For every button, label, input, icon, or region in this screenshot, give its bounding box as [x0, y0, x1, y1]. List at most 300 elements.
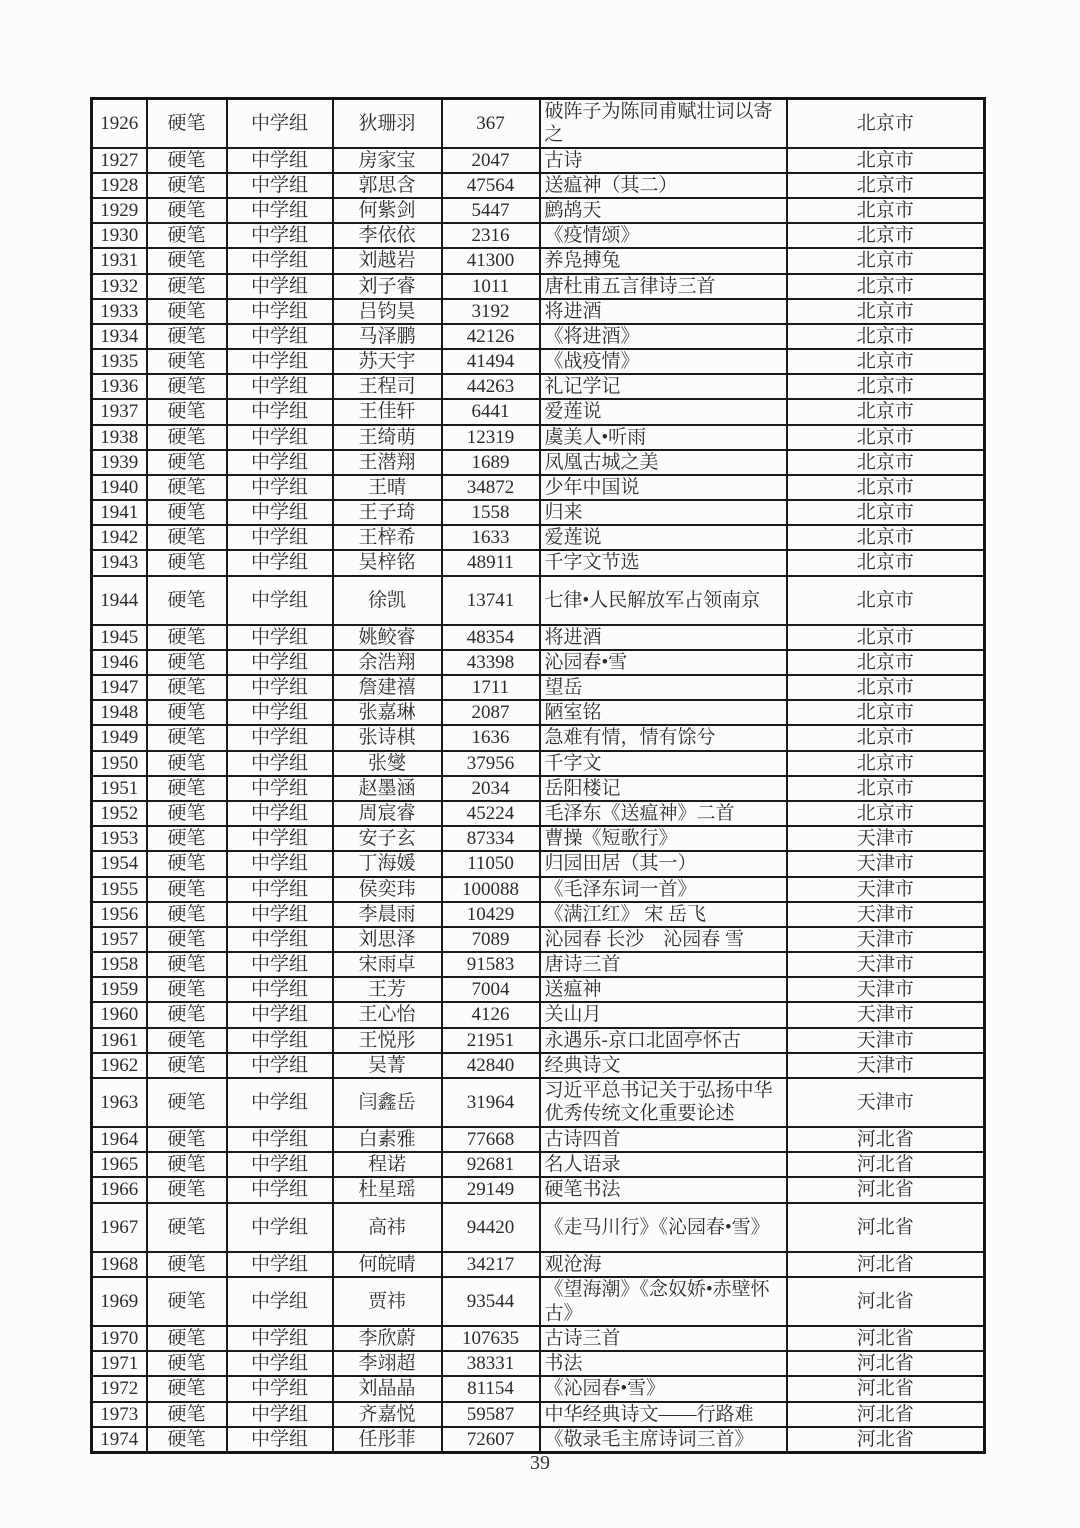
cell-region: 北京市 [787, 374, 985, 399]
cell-work-title: 《望海潮》《念奴娇•赤壁怀古》 [540, 1277, 787, 1326]
cell-entry-number: 10429 [442, 902, 540, 927]
cell-pen-type: 硬笔 [147, 1351, 227, 1376]
cell-work-title: 礼记学记 [540, 374, 787, 399]
cell-name: 房家宝 [333, 148, 442, 173]
cell-entry-number: 6441 [442, 399, 540, 424]
table-row [92, 927, 985, 952]
cell-name: 王芳 [333, 977, 442, 1002]
cell-region: 北京市 [787, 675, 985, 700]
cell-name: 徐凯 [333, 576, 442, 625]
cell-serial: 1934 [92, 324, 147, 349]
cell-entry-number: 31964 [442, 1078, 540, 1127]
cell-region: 天津市 [787, 902, 985, 927]
cell-group: 中学组 [227, 525, 333, 550]
cell-entry-number: 41494 [442, 349, 540, 374]
cell-pen-type: 硬笔 [147, 801, 227, 826]
cell-serial: 1936 [92, 374, 147, 399]
cell-pen-type: 硬笔 [147, 1053, 227, 1078]
cell-name: 丁海媛 [333, 851, 442, 876]
cell-entry-number: 47564 [442, 173, 540, 198]
cell-name: 白素雅 [333, 1127, 442, 1152]
cell-group: 中学组 [227, 1078, 333, 1127]
cell-pen-type: 硬笔 [147, 826, 227, 851]
cell-entry-number: 44263 [442, 374, 540, 399]
cell-group: 中学组 [227, 650, 333, 675]
cell-entry-number: 2087 [442, 700, 540, 725]
table-row [92, 525, 985, 550]
table-row [92, 1351, 985, 1376]
cell-entry-number: 72607 [442, 1427, 540, 1453]
cell-pen-type: 硬笔 [147, 877, 227, 902]
table-row [92, 550, 985, 575]
cell-entry-number: 107635 [442, 1326, 540, 1351]
cell-entry-number: 100088 [442, 877, 540, 902]
cell-group: 中学组 [227, 299, 333, 324]
cell-name: 狄珊羽 [333, 99, 442, 148]
cell-entry-number: 77668 [442, 1127, 540, 1152]
cell-name: 李欣蔚 [333, 1326, 442, 1351]
cell-serial: 1953 [92, 826, 147, 851]
cell-group: 中学组 [227, 99, 333, 148]
cell-work-title: 《毛泽东词一首》 [540, 877, 787, 902]
cell-serial: 1938 [92, 425, 147, 450]
cell-serial: 1944 [92, 576, 147, 625]
cell-serial: 1973 [92, 1402, 147, 1427]
cell-serial: 1927 [92, 148, 147, 173]
page-number: 39 [530, 1452, 550, 1474]
cell-serial: 1969 [92, 1277, 147, 1326]
table-row [92, 877, 985, 902]
cell-entry-number: 59587 [442, 1402, 540, 1427]
cell-serial: 1970 [92, 1326, 147, 1351]
table-row [92, 198, 985, 223]
table-row [92, 751, 985, 776]
cell-group: 中学组 [227, 198, 333, 223]
cell-pen-type: 硬笔 [147, 1152, 227, 1177]
cell-region: 河北省 [787, 1127, 985, 1152]
cell-serial: 1957 [92, 927, 147, 952]
cell-work-title: 《战疫情》 [540, 349, 787, 374]
table-row [92, 1078, 985, 1127]
cell-name: 吕钧昊 [333, 299, 442, 324]
cell-entry-number: 1558 [442, 500, 540, 525]
entries-table [90, 97, 986, 1454]
cell-region: 天津市 [787, 826, 985, 851]
table-row [92, 1326, 985, 1351]
cell-pen-type: 硬笔 [147, 700, 227, 725]
cell-pen-type: 硬笔 [147, 1177, 227, 1202]
table-row [92, 374, 985, 399]
cell-name: 何皖晴 [333, 1252, 442, 1277]
cell-entry-number: 93544 [442, 1277, 540, 1326]
cell-serial: 1964 [92, 1127, 147, 1152]
cell-serial: 1972 [92, 1376, 147, 1401]
table-row [92, 902, 985, 927]
cell-region: 河北省 [787, 1277, 985, 1326]
cell-serial: 1950 [92, 751, 147, 776]
cell-region: 天津市 [787, 851, 985, 876]
cell-serial: 1956 [92, 902, 147, 927]
cell-name: 何紫剑 [333, 198, 442, 223]
cell-serial: 1939 [92, 450, 147, 475]
table-row [92, 1177, 985, 1202]
table-row [92, 450, 985, 475]
cell-work-title: 永遇乐-京口北固亭怀古 [540, 1028, 787, 1053]
cell-group: 中学组 [227, 851, 333, 876]
cell-region: 北京市 [787, 349, 985, 374]
cell-pen-type: 硬笔 [147, 977, 227, 1002]
cell-group: 中学组 [227, 1326, 333, 1351]
cell-work-title: 沁园春•雪 [540, 650, 787, 675]
entries-table-body [92, 99, 985, 1453]
cell-name: 詹建禧 [333, 675, 442, 700]
cell-pen-type: 硬笔 [147, 399, 227, 424]
cell-serial: 1935 [92, 349, 147, 374]
cell-entry-number: 12319 [442, 425, 540, 450]
cell-region: 天津市 [787, 977, 985, 1002]
cell-pen-type: 硬笔 [147, 1028, 227, 1053]
cell-region: 河北省 [787, 1326, 985, 1351]
cell-work-title: 送瘟神（其二） [540, 173, 787, 198]
table-row [92, 500, 985, 525]
cell-work-title: 爱莲说 [540, 399, 787, 424]
cell-name: 周宸睿 [333, 801, 442, 826]
cell-region: 北京市 [787, 324, 985, 349]
cell-group: 中学组 [227, 1152, 333, 1177]
cell-pen-type: 硬笔 [147, 625, 227, 650]
cell-pen-type: 硬笔 [147, 927, 227, 952]
cell-region: 北京市 [787, 274, 985, 299]
cell-work-title: 《将进酒》 [540, 324, 787, 349]
cell-name: 王梓希 [333, 525, 442, 550]
cell-region: 北京市 [787, 425, 985, 450]
cell-entry-number: 1636 [442, 725, 540, 750]
cell-group: 中学组 [227, 826, 333, 851]
cell-serial: 1968 [92, 1252, 147, 1277]
cell-work-title: 养凫搏兔 [540, 248, 787, 273]
cell-name: 李依依 [333, 223, 442, 248]
cell-pen-type: 硬笔 [147, 475, 227, 500]
table-row [92, 700, 985, 725]
cell-group: 中学组 [227, 550, 333, 575]
table-row [92, 1203, 985, 1252]
cell-name: 王潜翔 [333, 450, 442, 475]
table-row [92, 399, 985, 424]
cell-pen-type: 硬笔 [147, 1203, 227, 1252]
cell-group: 中学组 [227, 1376, 333, 1401]
cell-group: 中学组 [227, 977, 333, 1002]
cell-name: 王晴 [333, 475, 442, 500]
cell-serial: 1941 [92, 500, 147, 525]
cell-group: 中学组 [227, 349, 333, 374]
cell-work-title: 习近平总书记关于弘扬中华优秀传统文化重要论述 [540, 1078, 787, 1127]
cell-group: 中学组 [227, 1028, 333, 1053]
cell-group: 中学组 [227, 1402, 333, 1427]
cell-group: 中学组 [227, 1127, 333, 1152]
cell-name: 王心怡 [333, 1002, 442, 1027]
cell-region: 北京市 [787, 500, 985, 525]
cell-pen-type: 硬笔 [147, 1402, 227, 1427]
cell-serial: 1926 [92, 99, 147, 148]
table-row [92, 1002, 985, 1027]
table-row [92, 148, 985, 173]
cell-group: 中学组 [227, 625, 333, 650]
cell-serial: 1967 [92, 1203, 147, 1252]
cell-group: 中学组 [227, 399, 333, 424]
cell-serial: 1940 [92, 475, 147, 500]
table-row [92, 274, 985, 299]
cell-work-title: 古诗三首 [540, 1326, 787, 1351]
cell-work-title: 归来 [540, 500, 787, 525]
cell-work-title: 曹操《短歌行》 [540, 826, 787, 851]
cell-pen-type: 硬笔 [147, 776, 227, 801]
cell-region: 北京市 [787, 525, 985, 550]
cell-entry-number: 1711 [442, 675, 540, 700]
cell-work-title: 唐杜甫五言律诗三首 [540, 274, 787, 299]
cell-name: 侯奕玮 [333, 877, 442, 902]
cell-entry-number: 13741 [442, 576, 540, 625]
cell-region: 北京市 [787, 625, 985, 650]
cell-entry-number: 29149 [442, 1177, 540, 1202]
cell-serial: 1942 [92, 525, 147, 550]
cell-work-title: 观沧海 [540, 1252, 787, 1277]
cell-pen-type: 硬笔 [147, 751, 227, 776]
cell-pen-type: 硬笔 [147, 576, 227, 625]
cell-serial: 1947 [92, 675, 147, 700]
cell-serial: 1937 [92, 399, 147, 424]
cell-name: 王绮萌 [333, 425, 442, 450]
cell-pen-type: 硬笔 [147, 173, 227, 198]
cell-region: 北京市 [787, 801, 985, 826]
cell-group: 中学组 [227, 1252, 333, 1277]
cell-pen-type: 硬笔 [147, 952, 227, 977]
cell-region: 北京市 [787, 99, 985, 148]
cell-region: 河北省 [787, 1152, 985, 1177]
cell-serial: 1943 [92, 550, 147, 575]
cell-pen-type: 硬笔 [147, 550, 227, 575]
cell-serial: 1962 [92, 1053, 147, 1078]
table-row [92, 1152, 985, 1177]
cell-entry-number: 42840 [442, 1053, 540, 1078]
cell-group: 中学组 [227, 1053, 333, 1078]
cell-entry-number: 81154 [442, 1376, 540, 1401]
cell-name: 刘思泽 [333, 927, 442, 952]
table-row [92, 324, 985, 349]
cell-name: 李晨雨 [333, 902, 442, 927]
cell-group: 中学组 [227, 952, 333, 977]
cell-group: 中学组 [227, 274, 333, 299]
table-row [92, 776, 985, 801]
cell-name: 王子琦 [333, 500, 442, 525]
cell-serial: 1958 [92, 952, 147, 977]
cell-work-title: 名人语录 [540, 1152, 787, 1177]
cell-pen-type: 硬笔 [147, 299, 227, 324]
table-row [92, 826, 985, 851]
cell-work-title: 《满江红》 宋 岳飞 [540, 902, 787, 927]
table-row [92, 299, 985, 324]
cell-name: 任彤菲 [333, 1427, 442, 1453]
cell-entry-number: 42126 [442, 324, 540, 349]
cell-entry-number: 41300 [442, 248, 540, 273]
cell-region: 河北省 [787, 1351, 985, 1376]
cell-group: 中学组 [227, 223, 333, 248]
cell-work-title: 经典诗文 [540, 1053, 787, 1078]
cell-work-title: 毛泽东《送瘟神》二首 [540, 801, 787, 826]
cell-region: 北京市 [787, 399, 985, 424]
cell-serial: 1933 [92, 299, 147, 324]
cell-pen-type: 硬笔 [147, 450, 227, 475]
cell-region: 北京市 [787, 223, 985, 248]
cell-entry-number: 2034 [442, 776, 540, 801]
cell-group: 中学组 [227, 725, 333, 750]
cell-work-title: 爱莲说 [540, 525, 787, 550]
cell-work-title: 将进酒 [540, 625, 787, 650]
table-row [92, 650, 985, 675]
cell-region: 北京市 [787, 700, 985, 725]
cell-entry-number: 45224 [442, 801, 540, 826]
cell-group: 中学组 [227, 751, 333, 776]
cell-entry-number: 43398 [442, 650, 540, 675]
cell-group: 中学组 [227, 374, 333, 399]
cell-work-title: 少年中国说 [540, 475, 787, 500]
table-row [92, 425, 985, 450]
cell-group: 中学组 [227, 927, 333, 952]
cell-serial: 1960 [92, 1002, 147, 1027]
cell-entry-number: 38331 [442, 1351, 540, 1376]
cell-work-title: 书法 [540, 1351, 787, 1376]
cell-serial: 1945 [92, 625, 147, 650]
cell-group: 中学组 [227, 675, 333, 700]
cell-work-title: 《沁园春•雪》 [540, 1376, 787, 1401]
cell-name: 张嘉琳 [333, 700, 442, 725]
cell-name: 宋雨卓 [333, 952, 442, 977]
cell-pen-type: 硬笔 [147, 1078, 227, 1127]
cell-group: 中学组 [227, 1203, 333, 1252]
cell-region: 北京市 [787, 751, 985, 776]
cell-region: 河北省 [787, 1203, 985, 1252]
cell-region: 北京市 [787, 475, 985, 500]
cell-serial: 1932 [92, 274, 147, 299]
cell-pen-type: 硬笔 [147, 324, 227, 349]
cell-pen-type: 硬笔 [147, 725, 227, 750]
cell-pen-type: 硬笔 [147, 1427, 227, 1453]
cell-pen-type: 硬笔 [147, 349, 227, 374]
cell-entry-number: 11050 [442, 851, 540, 876]
cell-name: 张燮 [333, 751, 442, 776]
cell-region: 天津市 [787, 1028, 985, 1053]
cell-pen-type: 硬笔 [147, 902, 227, 927]
cell-entry-number: 4126 [442, 1002, 540, 1027]
cell-work-title: 将进酒 [540, 299, 787, 324]
cell-region: 北京市 [787, 248, 985, 273]
cell-pen-type: 硬笔 [147, 99, 227, 148]
cell-entry-number: 48354 [442, 625, 540, 650]
cell-name: 程诺 [333, 1152, 442, 1177]
cell-work-title: 硬笔书法 [540, 1177, 787, 1202]
cell-pen-type: 硬笔 [147, 198, 227, 223]
table-row [92, 173, 985, 198]
cell-name: 苏天宇 [333, 349, 442, 374]
cell-work-title: 关山月 [540, 1002, 787, 1027]
cell-work-title: 鹧鸪天 [540, 198, 787, 223]
cell-serial: 1954 [92, 851, 147, 876]
cell-pen-type: 硬笔 [147, 851, 227, 876]
cell-group: 中学组 [227, 801, 333, 826]
cell-region: 天津市 [787, 927, 985, 952]
cell-region: 北京市 [787, 725, 985, 750]
cell-entry-number: 1011 [442, 274, 540, 299]
cell-entry-number: 2316 [442, 223, 540, 248]
cell-pen-type: 硬笔 [147, 525, 227, 550]
cell-entry-number: 1633 [442, 525, 540, 550]
cell-work-title: 虞美人•听雨 [540, 425, 787, 450]
table-row [92, 223, 985, 248]
cell-entry-number: 94420 [442, 1203, 540, 1252]
cell-name: 齐嘉悦 [333, 1402, 442, 1427]
cell-entry-number: 87334 [442, 826, 540, 851]
cell-region: 北京市 [787, 776, 985, 801]
cell-work-title: 古诗 [540, 148, 787, 173]
cell-work-title: 《走马川行》《沁园春•雪》 [540, 1203, 787, 1252]
cell-serial: 1952 [92, 801, 147, 826]
cell-pen-type: 硬笔 [147, 1002, 227, 1027]
cell-region: 河北省 [787, 1252, 985, 1277]
cell-region: 天津市 [787, 1053, 985, 1078]
cell-name: 张诗棋 [333, 725, 442, 750]
cell-work-title: 唐诗三首 [540, 952, 787, 977]
cell-entry-number: 48911 [442, 550, 540, 575]
cell-region: 河北省 [787, 1376, 985, 1401]
table-row [92, 248, 985, 273]
cell-serial: 1959 [92, 977, 147, 1002]
cell-entry-number: 92681 [442, 1152, 540, 1177]
cell-name: 赵墨涵 [333, 776, 442, 801]
cell-name: 刘越岩 [333, 248, 442, 273]
cell-work-title: 《敬录毛主席诗词三首》 [540, 1427, 787, 1453]
cell-region: 北京市 [787, 173, 985, 198]
cell-name: 王佳轩 [333, 399, 442, 424]
cell-work-title: 望岳 [540, 675, 787, 700]
cell-work-title: 送瘟神 [540, 977, 787, 1002]
cell-name: 高祎 [333, 1203, 442, 1252]
cell-serial: 1946 [92, 650, 147, 675]
table-row [92, 1053, 985, 1078]
cell-group: 中学组 [227, 450, 333, 475]
table-row [92, 725, 985, 750]
cell-name: 王程司 [333, 374, 442, 399]
cell-region: 北京市 [787, 650, 985, 675]
cell-group: 中学组 [227, 173, 333, 198]
cell-pen-type: 硬笔 [147, 1376, 227, 1401]
cell-entry-number: 37956 [442, 751, 540, 776]
cell-pen-type: 硬笔 [147, 223, 227, 248]
cell-region: 河北省 [787, 1427, 985, 1453]
cell-entry-number: 7089 [442, 927, 540, 952]
cell-serial: 1931 [92, 248, 147, 273]
table-row [92, 675, 985, 700]
cell-work-title: 破阵子为陈同甫赋壮词以寄之 [540, 99, 787, 148]
cell-group: 中学组 [227, 1277, 333, 1326]
cell-group: 中学组 [227, 1427, 333, 1453]
cell-name: 贾祎 [333, 1277, 442, 1326]
cell-region: 北京市 [787, 198, 985, 223]
cell-serial: 1930 [92, 223, 147, 248]
cell-pen-type: 硬笔 [147, 650, 227, 675]
cell-region: 北京市 [787, 450, 985, 475]
cell-region: 天津市 [787, 1078, 985, 1127]
cell-entry-number: 34872 [442, 475, 540, 500]
table-row [92, 625, 985, 650]
